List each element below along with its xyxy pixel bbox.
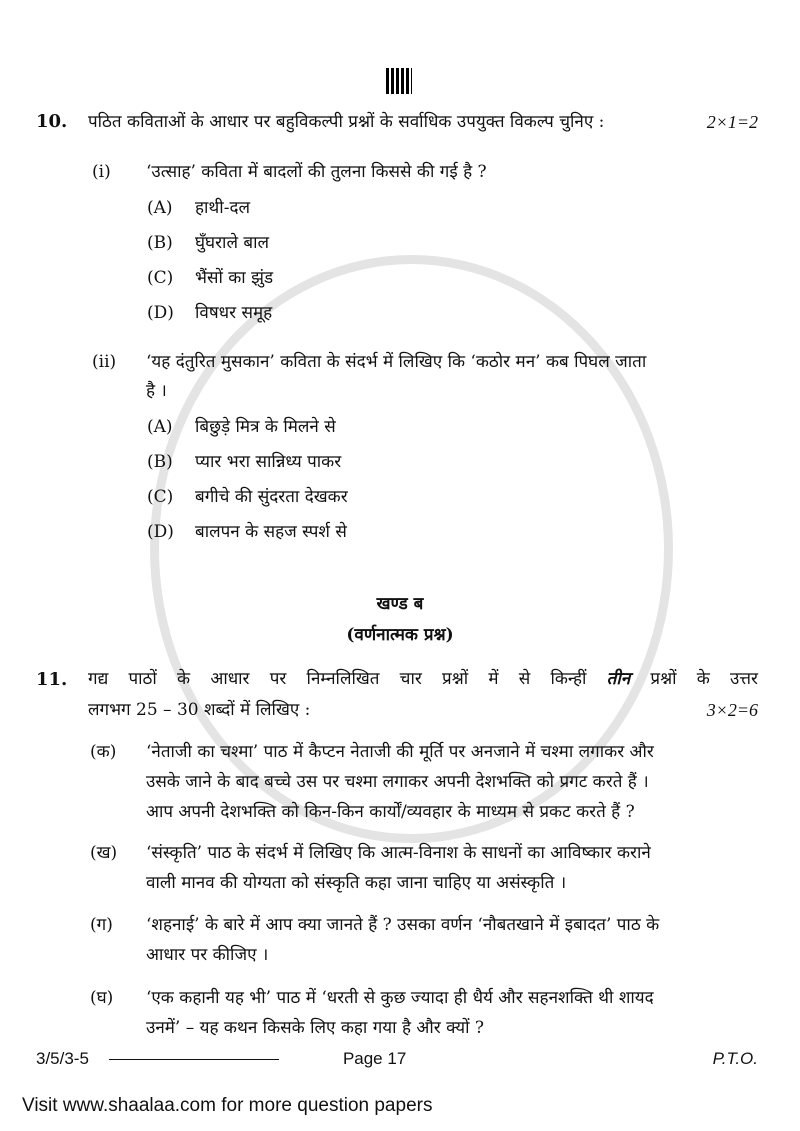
subquestion-text: वाली मानव की योग्यता को संस्कृति कहा जाना चाहिए या असंस्कृति । [146, 873, 567, 893]
option-text: हाथी-दल [195, 198, 250, 218]
q11-text-c: प्रश्नों के उत्तर [650, 669, 758, 689]
q11-text-a: गद्य पाठों के आधार पर निम्नलिखित चार प्रश्नों में से किन्हीं [88, 669, 587, 689]
subquestion-label: (i) [92, 162, 111, 182]
option-text: प्यार भरा सान्निध्य पाकर [195, 452, 342, 472]
q11-header [36, 664, 758, 726]
q11-marks: 3×2=6 [706, 700, 758, 720]
option [147, 450, 757, 474]
subquestion-label: (घ) [90, 988, 114, 1008]
q11-subquestions [0, 737, 800, 1043]
option [147, 415, 757, 439]
option-text: घुँघराले बाल [195, 233, 270, 253]
q10-text: पठित कविताओं के आधार पर बहुविकल्पी प्रश्नों के सर्वाधिक उपयुक्त विकल्प चुनिए : [88, 112, 605, 132]
option [147, 301, 757, 325]
subquestion-body [146, 348, 758, 406]
subquestion [90, 737, 758, 827]
subquestion-text: उसके जाने के बाद बच्चे उस पर चश्मा लगाकर अपनी देशभक्ति को प्रगट करते हैं । [146, 772, 649, 792]
subquestion [92, 158, 758, 187]
option-label: (C) [147, 268, 174, 288]
option [147, 485, 757, 509]
option-text: बालपन के सहज स्पर्श से [195, 522, 347, 542]
subquestion-body [146, 737, 758, 827]
option-label: (D) [147, 522, 174, 542]
subquestion-text: ‘संस्कृति’ पाठ के संदर्भ में लिखिए कि आत्म-विनाश के साधनों का आविष्कार कराने [146, 843, 651, 863]
q10-number: 10. [36, 111, 68, 132]
option [147, 231, 757, 255]
subquestion-text: आप अपनी देशभक्ति को किन-किन कार्यों/व्यवहार के माध्यम से प्रकट करते हैं ? [146, 802, 635, 822]
subquestion [90, 983, 758, 1043]
option-text: बिछुड़े मित्र के मिलने से [195, 417, 336, 437]
option-label: (D) [147, 303, 174, 323]
subquestion-text: उनमें’ – यह कथन किसके लिए कहा गया है और क्यों ? [146, 1018, 485, 1038]
subquestion-text: ‘उत्साह’ कविता में बादलों की तुलना किससे की गई है ? [146, 162, 487, 182]
subquestion-text: ‘यह दंतुरित मुसकान’ कविता के संदर्भ में लिखिए कि ‘कठोर मन’ कब पिघल जाता [146, 352, 647, 372]
subquestion [90, 910, 758, 970]
subquestion-label: (ख) [90, 843, 118, 863]
subquestion-body [146, 838, 758, 898]
option [147, 520, 757, 544]
paper-code: 3/5/3-5 [36, 1049, 89, 1068]
subquestion-body [146, 910, 758, 970]
q10-marks: 2×1=2 [706, 112, 758, 132]
footer-rule [109, 1059, 279, 1060]
option-label: (C) [147, 487, 174, 507]
subquestion-label: (ग) [90, 915, 113, 935]
option-label: (A) [147, 198, 173, 218]
option-text: भैंसों का झुंड [195, 268, 274, 288]
q10-header [36, 110, 758, 134]
q11-emphasis: तीन [606, 669, 631, 689]
subquestion-label: (ii) [92, 352, 117, 372]
option-text: बगीचे की सुंदरता देखकर [195, 487, 348, 507]
subquestion [92, 348, 758, 406]
option-label: (B) [147, 452, 173, 472]
subquestion [90, 838, 758, 898]
section-title: खण्ड ब [376, 594, 424, 614]
shaalaa-link[interactable]: Visit www.shaalaa.com for more question papers [22, 1095, 433, 1116]
q11-body [88, 664, 758, 726]
subquestion-text: ‘एक कहानी यह भी’ पाठ में ‘धरती से कुछ ज्यादा ही धैर्य और सहनशक्ति थी शायद [146, 988, 654, 1008]
subquestion-text: है । [146, 381, 167, 401]
section-subtitle: (वर्णनात्मक प्रश्न) [346, 625, 454, 645]
q10-subquestions [0, 158, 800, 544]
option-label: (A) [147, 417, 173, 437]
q11-number: 11. [36, 669, 68, 690]
option-label: (B) [147, 233, 173, 253]
pto-label: P.T.O. [712, 1049, 758, 1068]
subquestion-body [146, 983, 758, 1043]
subquestion-text: ‘शहनाई’ के बारे में आप क्या जानते हैं ? उसका वर्णन ‘नौबतखाने में इबादत’ पाठ के [146, 915, 660, 935]
subquestion-label: (क) [90, 742, 117, 762]
page-number: Page 17 [342, 1049, 407, 1068]
page-footer [36, 1047, 758, 1071]
subquestion-body [146, 158, 758, 187]
q11-line1 [88, 664, 758, 695]
q11-line2-row [88, 695, 758, 726]
subquestion-text: ‘नेताजी का चश्मा’ पाठ में कैप्टन नेताजी की मूर्ति पर अनजाने में चश्मा लगाकर और [146, 742, 654, 762]
option [147, 196, 757, 220]
option-text: विषधर समूह [195, 303, 273, 323]
q11-line2: लगभग 25 – 30 शब्दों में लिखिए : [88, 700, 311, 720]
subquestion-text: आधार पर कीजिए । [146, 945, 269, 965]
option [147, 266, 757, 290]
